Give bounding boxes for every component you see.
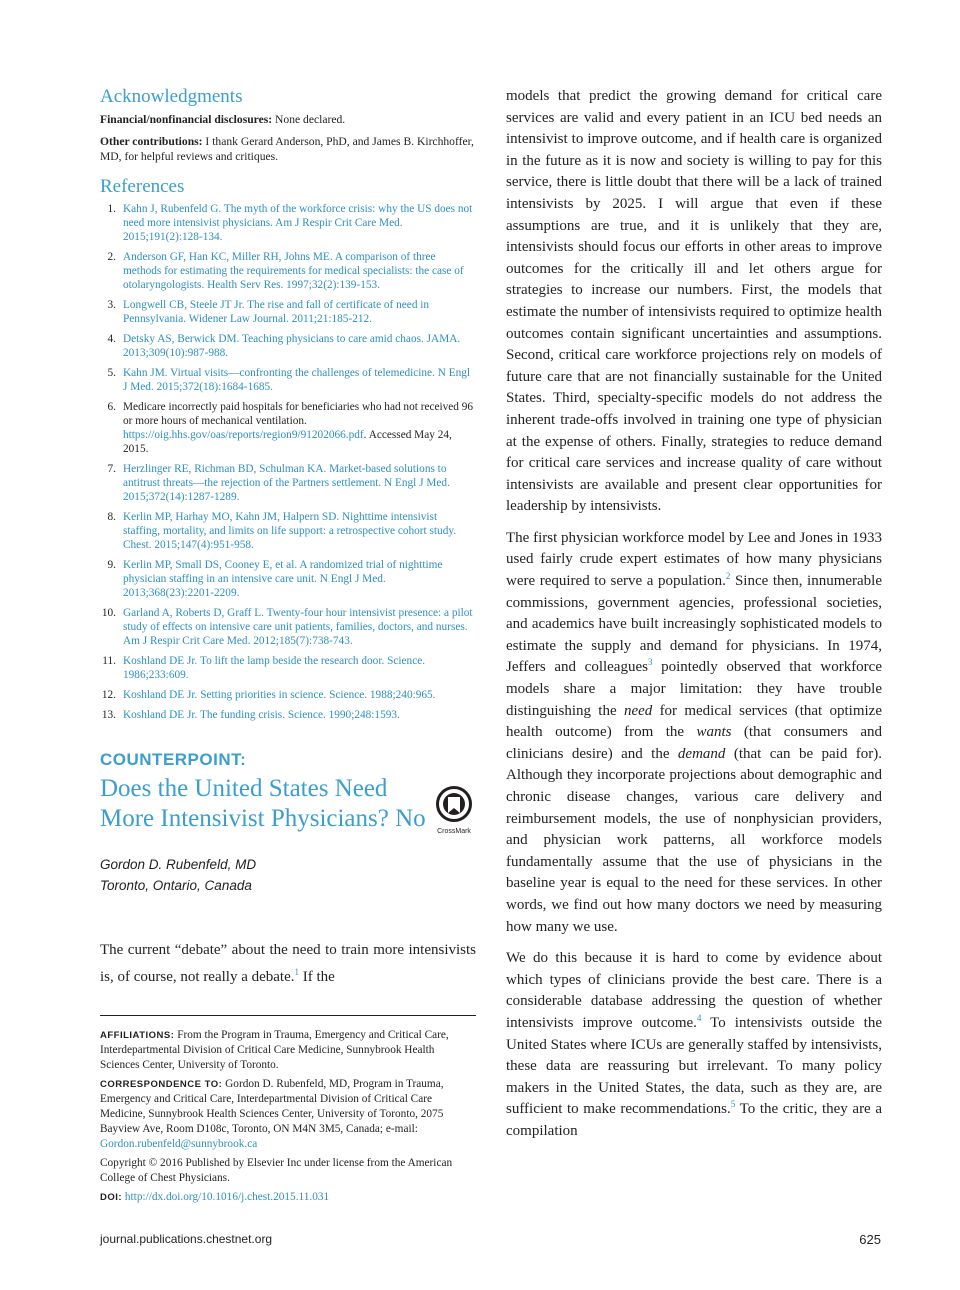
citation-link[interactable]: 3 [647,657,653,668]
reference-item[interactable]: 3. Longwell CB, Steele JT Jr. The rise and fall of certificate of need in Pennsylvania. Widener Law Journal. 2011;21:185-212. [107,299,430,325]
citation-link[interactable]: 1 [294,966,300,977]
reference-item[interactable]: 11. Koshland DE Jr. To lift the lamp beside the research door. Science. 1986;233:609. [102,655,426,681]
affiliations-label: AFFILIATIONS: [100,1030,175,1042]
doi-label: DOI: [100,1192,123,1204]
right-column [506,86,882,1153]
reference-item[interactable]: 10. Garland A, Roberts D, Graff L. Twenty-four hour intensivist presence: a pilot study of effects on intensive care unit patients, families, doctors, and nurses. Am J Respir Crit Care Med. 2012;185(7):738-743. [101,607,473,647]
reference-item[interactable]: 7. Herzlinger RE, Richman BD, Schulman KA. Market-based solutions to antitrust threats—the rejection of the Partners settlement. N Engl J Med. 2015;372(14):1287-1289. [107,463,450,503]
intro-paragraph: The current “debate” about the need to train more intensivists is, of course, not really a debate.$^1$ If the [100,942,476,985]
copyright: Copyright © 2016 Published by Elsevier Inc under license from the American College of Chest Physicians. [100,1157,453,1185]
body-paragraph: models that predict the growing demand for critical care services are valid and every patient in an ICU bed needs an intensivist to improve outcome, and if health care is organized in the future as it is now and society is willing to pay for this service, there is little doubt that there will be a lack of trained intensivists by 2025. I will argue that even if these assumptions are true, and it is unlikely that they are, intensivists should focus our efforts in other areas to improve outcomes for the critically ill and let others argue for strategies to increase our numbers. First, the models that estimate the number of intensivists required to optimize health outcomes contain significant uncertainties and assumptions. Second, critical care workforce projections rely on models of future care that are not financially sustainable for the United States. Third, specialty-specific models do not address the inherent trade-offs involved in training one type of physician at the expense of others. Finally, strategies to reduce demand for critical care services and increase quality of care without intensivists are available and present clear opportunities for leadership by intensivists. [506,88,882,515]
reference-item[interactable]: 5. Kahn JM. Virtual visits—confronting the challenges of telemedicine. N Engl J Med. 2015;372(18):1684-1685. [107,367,471,393]
divider [100,1015,476,1016]
acknowledgments-section [100,86,476,164]
reference-item[interactable]: 8. Kerlin MP, Harhay MO, Kahn JM, Halpern SD. Nighttime intensivist staffing, mortality, and limits on life support: a retrospective cohort study. Chest. 2015;147(4):951-958. [107,511,457,551]
crossmark-icon [436,786,472,822]
left-column [100,86,476,1209]
reference-list [100,202,476,722]
citation-link[interactable]: 5 [730,1099,736,1110]
correspondence-label: CORRESPONDENCE TO: [100,1079,223,1091]
counterpoint-label: COUNTERPOINT: [100,750,247,769]
page-number: 625 [859,1232,881,1247]
counterpoint-header [100,750,476,834]
other-text: I thank Gerard Anderson, PhD, and James B. Kirchhoffer, MD, for helpful reviews and critiques. [100,135,474,163]
financial-disclosures [100,112,476,127]
body-paragraph: We do this because it is hard to come by evidence about which types of clinicians provide the best care. There is a considerable database addressing the question of whether intensivists improve outcome.$^4$ To intensivists outside the United States where ICUs are generally staffed by intensivists, these data are reassuring but irrelevant. To many policy makers in the United States, the data, such as they are, are sufficient to make recommendations.$^5$ To the critic, they are a compilation [506,950,882,1139]
reference-item[interactable]: 4. Detsky AS, Berwick DM. Teaching physicians to care amid chaos. JAMA. 2013;309(10):987-988. [107,333,461,359]
reference-item[interactable]: 2. Anderson GF, Han KC, Miller RH, Johns ME. A comparison of three methods for estimating the requirements for medical specialists: the case of otolaryngologists. Health Serv Res. 1997;32(2):139-153. [107,251,464,291]
author-location: Toronto, Ontario, Canada [100,878,252,893]
reference-item[interactable]: 1. Kahn J, Rubenfeld G. The myth of the workforce crisis: why the US does not need more intensivist physicians. Am J Respir Crit Care Med. 2015;191(2):128-134. [107,203,473,243]
author-name: Gordon D. Rubenfeld, MD [100,857,257,872]
affiliations: AFFILIATIONS: From the Program in Trauma, Emergency and Critical Care, Interdepartmental Division of Critical Care Medicine, Sunnybrook Health Sciences Center, University of Toronto. [100,1029,449,1072]
doi-link[interactable]: http://dx.doi.org/10.1016/j.chest.2015.11.031 [124,1191,330,1204]
crossmark-badge[interactable] [432,786,476,835]
citation-link[interactable]: 4 [696,1012,702,1023]
financial-label: Financial/nonfinancial disclosures: [100,113,273,126]
reference-item[interactable]: 13. Koshland DE Jr. The funding crisis. Science. 1990;248:1593. [101,709,400,721]
references-section [100,176,476,722]
reference-url-link[interactable]: https://oig.hhs.gov/oas/reports/region9/91202066.pdf [123,429,364,441]
references-heading: References [100,176,185,197]
reference-item[interactable]: 9. Kerlin MP, Small DS, Cooney E, et al. A randomized trial of nighttime physician staffing in an intensive care unit. N Engl J Med. 2013;368(23):2201-2209. [107,559,443,599]
body-paragraph: The first physician workforce model by Lee and Jones in 1933 used fairly crude expert estimates of how many physicians were required to serve a population.$^2$ Since then, innumerable commissions, government agencies, professional societies, and academics have built increasingly sophisticated models to estimate the supply and demand for physicians. In 1974, Jeffers and colleagues$^3$ pointedly observed that workforce models share a major limitation: they have trouble distinguishing the need for medical services (that optimize health outcome) from the wants (that consumers and clinicians desire) and the demand (that can be paid for). Although they incorporate projections about demographic and chronic disease changes, various care delivery and reimbursement models, the use of nonphysician providers, and physician work patterns, all workforce models fundamentally assume that the use of physicians in the baseline year is equal to the need for these services. In other words, we find out how many doctors we need by measuring how many we use. [506,529,882,935]
other-contributions [100,134,476,164]
acknowledgments-heading: Acknowledgments [100,86,243,107]
email-link[interactable]: Gordon.rubenfeld@sunnybrook.ca [100,1138,258,1151]
author-block [100,854,476,896]
journal-url[interactable]: journal.publications.chestnet.org [100,1232,273,1246]
doi-line [100,1190,476,1205]
crossmark-label: CrossMark [437,828,471,835]
article-title: Does the United States Need More Intensivist Physicians? No [100,775,426,832]
reference-item: 6. Medicare incorrectly paid hospitals for beneficiaries who had not received 96 or more hours of mechanical ventilation. https://oig.hhs.gov/oas/reports/region9/91202066.pdf. Accessed May 24, 2015. [107,401,474,455]
correspondence: CORRESPONDENCE TO: Gordon D. Rubenfeld, MD, Program in Trauma, Emergency and Critical Care, Interdepartmental Division of Critical Care Medicine, Sunnybrook Health Sciences Center, University of Toronto, 2075 Bayview Ave, Room D108c, Toronto, ON M4N 3M5, Canada; e-mail: Gordon.rubenfeld@sunnybrook.ca [100,1078,444,1151]
financial-text: None declared. [272,113,346,126]
other-label: Other contributions: [100,135,203,148]
citation-link[interactable]: 2 [725,571,731,582]
reference-item[interactable]: 12. Koshland DE Jr. Setting priorities in science. Science. 1988;240:965. [101,689,436,701]
affiliations-block [100,1028,476,1205]
